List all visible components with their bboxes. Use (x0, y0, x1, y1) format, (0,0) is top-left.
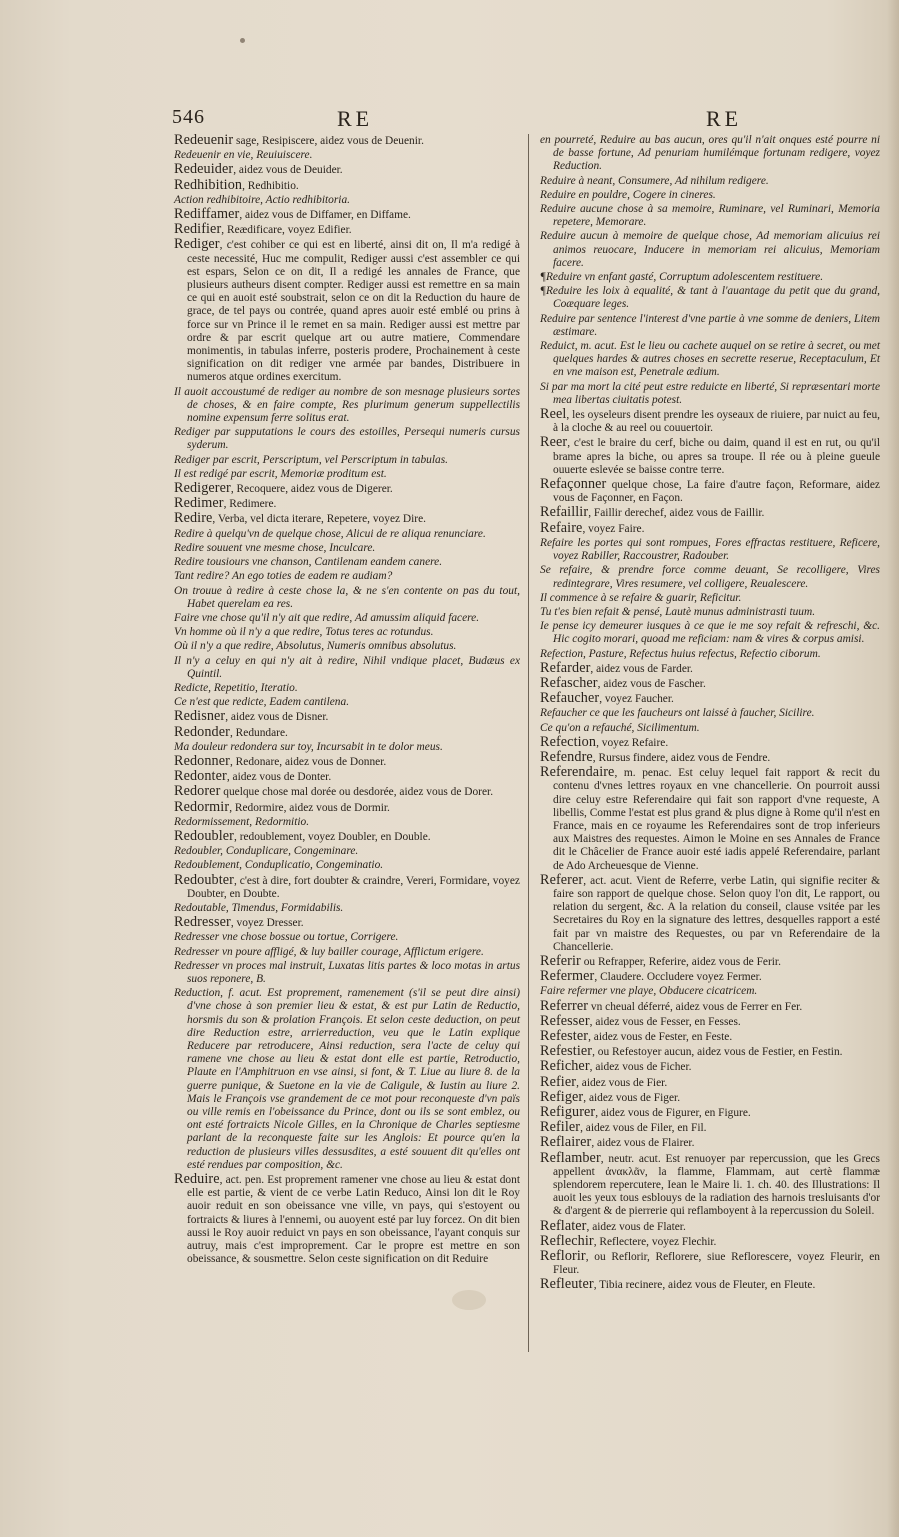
entry-text: , Redimere. (223, 498, 277, 511)
entry-text: , voyez Dresser. (230, 917, 304, 930)
dictionary-entry (174, 238, 520, 384)
entry-text: Redeuenir en vie, Reuiuiscere. (174, 149, 313, 162)
entry-text: , Redonare, aidez vous de Donner. (229, 755, 387, 768)
entry-text: , Rursus findere, aidez vous de Fendre. (592, 751, 771, 764)
dictionary-entry (174, 710, 520, 724)
entry-text: Redresser vne chose bossue ou tortue, Corrigere. (174, 931, 399, 944)
dictionary-entry (174, 454, 520, 467)
entry-text: Reduire aucun à memoire de quelque chose, Ad memoriam alicuius rei animos reuocare, Inducere in memoriam rei alicuius, Memoriam facere. (540, 230, 880, 269)
entry-text: Rediger par supputations le cours des estoilles, Persequi numeris cursus syderum. (174, 426, 520, 452)
entry-headword: Referrer (540, 997, 589, 1014)
dictionary-entry (540, 1217, 880, 1234)
dictionary-entry (540, 271, 880, 284)
entry-text: , voyez Refaire. (596, 736, 669, 749)
entry-text: Redoutable, Timendus, Formidabilis. (174, 901, 344, 914)
entry-headword: Refiler (540, 1119, 581, 1136)
dictionary-entry (174, 770, 520, 784)
dictionary-entry (174, 556, 520, 569)
entry-text: en pourreté, Reduire au bas aucun, ores qu'il n'ait onques esté pourre ni de basse fortune, Ad penuriam humilémque fortunam redigere, voyez Reduction. (540, 134, 880, 173)
entry-text: Reduire en pouldre, Cogere in cineres. (540, 188, 716, 201)
dictionary-entry (540, 997, 880, 1014)
entry-text: Si par ma mort la cité peut estre reduicte en liberté, Si repræsentari morte mea libertas ciuitatis potest. (540, 380, 880, 406)
dictionary-entry (540, 1136, 880, 1150)
entry-text: Faire refermer vne playe, Obducere cicatricem. (540, 985, 758, 998)
entry-headword: Refleuter (540, 1276, 594, 1293)
entry-headword: Refier (540, 1073, 577, 1090)
left-column (174, 134, 520, 1267)
dictionary-entry (540, 707, 880, 720)
entry-text: , aidez vous de Diffamer, en Diffame. (239, 209, 411, 222)
dictionary-entry (540, 985, 880, 998)
entry-headword: Rediffamer (174, 206, 240, 223)
dictionary-entry (174, 845, 520, 858)
dictionary-entry (174, 785, 520, 799)
entry-text: On trouue à redire à ceste chose la, & ne s'en contente on pas du tout, Habet querelam ea res. (174, 584, 520, 610)
entry-text: , aidez vous de Flairer. (591, 1137, 695, 1150)
entry-text: ¶Reduire les loix à equalité, & tant à l'auantage du petit que du grand, Coæquare leges. (540, 285, 880, 311)
entry-headword: Rediger (174, 236, 220, 253)
dictionary-entry (174, 752, 520, 769)
entry-headword: Redeuider (174, 161, 234, 178)
dictionary-entry (540, 648, 880, 661)
entry-text: Redire tousiours vne chanson, Cantilenam eandem canere. (174, 556, 443, 569)
entry-headword: Redonder (174, 723, 230, 740)
dictionary-entry (540, 766, 880, 873)
entry-headword: Redimer (174, 495, 224, 512)
entry-headword: Reficher (540, 1058, 590, 1075)
entry-text: , aidez vous de Ficher. (589, 1061, 692, 1074)
entry-headword: Redresser (174, 914, 231, 931)
entry-headword: Reflairer (540, 1134, 592, 1151)
entry-headword: Redigerer (174, 480, 231, 497)
entry-text: Redormissement, Redormitio. (174, 815, 310, 828)
entry-text: , c'est le braire du cerf, biche ou daim, quand il est en rut, ou qu'il brame apres la biche, ou apres sa troupe. Il rée ou à pleine gueule ouuerte eslevée se baisse contre terre. (553, 437, 880, 476)
entry-headword: Reflechir (540, 1232, 594, 1249)
entry-text: , Redormire, aidez vous de Dormir. (229, 801, 390, 814)
dictionary-entry (174, 497, 520, 511)
dictionary-entry (174, 208, 520, 222)
dictionary-entry (540, 381, 880, 407)
entry-text: Il est redigé par escrit, Memoriæ proditum est. (174, 467, 387, 480)
dictionary-entry (540, 1060, 880, 1074)
dictionary-entry (540, 1232, 880, 1249)
entry-text: , Redhibitio. (242, 179, 299, 192)
dictionary-entry (174, 682, 520, 695)
paper-stain (452, 1290, 486, 1310)
entry-headword: Refection (540, 733, 597, 750)
entry-headword: Refiger (540, 1088, 584, 1105)
entry-text: , voyez Faire. (582, 522, 645, 535)
page-edge-shadow (887, 0, 899, 1537)
entry-headword: Refester (540, 1028, 589, 1044)
entry-text: Rediger par escrit, Perscriptum, vel Perscriptum in tabulas. (174, 453, 448, 466)
dictionary-entry (540, 1121, 880, 1135)
dictionary-entry (540, 606, 880, 619)
entry-text: vn cheual déferré, aidez vous de Ferrer en Fer. (588, 1000, 803, 1013)
entry-headword: Refaçonner (540, 476, 607, 493)
entry-text: , ou Refestoyer aucun, aidez vous de Festier, en Festin. (592, 1046, 843, 1059)
entry-text: , aidez vous de Figurer, en Figure. (595, 1107, 751, 1120)
dictionary-entry (174, 987, 520, 1172)
dictionary-entry (540, 952, 880, 969)
dictionary-entry (174, 931, 520, 944)
entry-text: Ie pense icy demeurer iusques à ce que ie me soy refait & refreschi, &c. Hic cogito morari, quoad me reficiam: nam & vires & corpus amisi. (540, 620, 880, 646)
entry-text: , Faillir derechef, aidez vous de Faillir. (588, 507, 765, 520)
entry-headword: Reduire (174, 1171, 220, 1188)
dictionary-entry (540, 1012, 880, 1029)
entry-headword: Refaire (540, 519, 583, 536)
dictionary-entry (174, 723, 520, 740)
entry-text: quelque chose, La faire d'autre façon, Reformare, aidez vous de Façonner, en Façon. (553, 479, 880, 505)
dictionary-entry (540, 1088, 880, 1105)
dictionary-entry (174, 946, 520, 959)
dictionary-entry (540, 203, 880, 229)
entry-text: , Recoquere, aidez vous de Digerer. (230, 483, 393, 496)
entry-headword: Refaucher (540, 690, 600, 707)
entry-headword: Redoubler (174, 827, 234, 844)
entry-headword: Referer (540, 871, 584, 888)
dictionary-entry (540, 1250, 880, 1277)
entry-headword: Refascher (540, 674, 598, 691)
running-head-right: RE (706, 106, 743, 131)
dictionary-entry (174, 1173, 520, 1266)
entry-text: Ma douleur redondera sur toy, Incursabit in te dolor meus. (174, 740, 443, 753)
dictionary-entry (174, 640, 520, 653)
entry-text: Reduire par sentence l'interest d'vne partie à vne somme de deniers, Litem æstimare. (540, 312, 880, 338)
entry-text: Redoubler, Conduplicare, Congeminare. (174, 845, 359, 858)
entry-text: , aidez vous de Flater. (586, 1220, 686, 1233)
entry-text: Reduction, f. acut. Est proprement, ramenement (s'il se peut dire ainsi) d'vne chose à son premier lieu & estat, & est pur Latin de Reductio, horsmis du son & prolation François. Et selon ceste deduction, on peut dire Reduction estre, arrierreduction, veu que le Latin explique Reducere par retroducere, Ainsi reduction, sera l'acte de celuy qui ramene vne chose au lieu & estat dont elle est partie, Retroductio, Plaute en l'Amphitruon en vse ainsi, si font, & T. Liue au liure 8. de la guerre punique, & Suetone en la vie de Caligule, & Iustin au liure 2. Mais le François vse grandement de ce mot pour reconqueste d'vn païs ou ville remis en l'obeissance du Prince, dont ou ils se sont emblez, ou ont esté fortraicts Nicole Gilles, en la Chronique de Charles septiesme parlant de la reconqueste faite sur les Anglois: Et pource qu'en la reduction de plusieurs villes dessusdites, a esté souuent dit qu'elles ont esté rendues par composition, &c. (174, 987, 520, 1171)
entry-text: Faire vne chose qu'il n'y ait que redire, Ad amussim aliquid facere. (174, 611, 480, 624)
entry-text: Redicte, Repetitio, Iteratio. (174, 681, 298, 694)
entry-text: ou Refrapper, Referire, aidez vous de Ferir. (580, 955, 781, 968)
dictionary-entry (540, 478, 880, 505)
entry-text: Refaucher ce que les faucheurs ont laissé à faucher, Sicilire. (540, 707, 815, 720)
entry-text: Il commence à se refaire & guarir, Reficitur. (540, 591, 742, 604)
entry-text: , Redundare. (229, 726, 288, 739)
dictionary-entry (174, 612, 520, 625)
entry-text: Il auoit accoustumé de rediger au nombre de son mesnage plusieurs sortes de choses, & en faire compte, Res plurimum generum suppellectilis nomine expensum ferre solitus erat. (174, 385, 520, 425)
dictionary-entry (540, 970, 880, 984)
dictionary-entry (540, 564, 880, 590)
entry-text: , aidez vous de Disner. (225, 711, 329, 724)
entry-text: Ce n'est que redicte, Eadem cantilena. (174, 696, 350, 709)
dictionary-entry (540, 674, 880, 691)
entry-text: , aidez vous de Donter. (226, 771, 332, 784)
entry-text: , aidez vous de Deuider. (233, 164, 343, 177)
dictionary-entry (540, 313, 880, 339)
dictionary-entry (174, 655, 520, 681)
right-column (540, 134, 880, 1294)
entry-text: Reduict, m. acut. Est le lieu ou cachete auquel on se retire à secret, ou met quelques hardes & autres choses en secrette reserue, Receptaculum, Et en vne maison est, Penetrale ædium. (540, 340, 880, 379)
dictionary-entry (540, 733, 880, 750)
dictionary-entry (540, 1149, 880, 1219)
entry-text: Reduire à neant, Consumere, Ad nihilum redigere. (540, 174, 769, 187)
entry-text: Redresser vn poure affligé, & luy bailler courage, Afflictum erigere. (174, 945, 484, 958)
entry-headword: Redifier (174, 221, 222, 238)
entry-headword: Refesser (540, 1012, 590, 1029)
entry-text: , redoublement, voyez Doubler, en Double. (234, 830, 431, 843)
entry-text: , aidez vous de Filer, en Fil. (580, 1122, 707, 1135)
entry-headword: Redhibition (174, 176, 243, 193)
dictionary-entry (540, 340, 880, 380)
dictionary-entry (540, 1278, 880, 1292)
column-divider (528, 134, 529, 1352)
dictionary-entry (174, 512, 520, 526)
dictionary-entry (540, 748, 880, 765)
entry-text: , Claudere. Occludere voyez Fermer. (594, 971, 762, 984)
entry-text: , aidez vous de Fester, en Feste. (588, 1031, 733, 1043)
entry-text: Redire souuent vne mesme chose, Inculcare. (174, 541, 376, 554)
entry-text: , Tibia recinere, aidez vous de Fleuter, en Fleute. (593, 1279, 816, 1292)
entry-text: Il n'y a celuy en qui n'y ait à redire, Nihil vndique placet, Budæus ex Quintil. (174, 654, 520, 680)
entry-headword: Reflamber (540, 1149, 601, 1166)
entry-headword: Redeuenir (174, 132, 234, 148)
entry-headword: Referir (540, 952, 581, 969)
dictionary-entry (540, 1073, 880, 1090)
dictionary-entry (540, 189, 880, 202)
dictionary-entry (174, 696, 520, 709)
entry-headword: Redire (174, 510, 213, 527)
entry-text: , c'est cohiber ce qui est en liberté, ainsi dit on, Il m'a redigé à ceste necessité, Huc me compulit, Rediger aussi c'est assembler ce qui est espars, Selon ce on dit, Il a redigé les annales de France, que plusieurs autheurs disent compter. Rediger aussi est remettre en sa main ce qui en auoit esté soubstrait, selon ce on dit la Reduction du haure de grace, de tel pays ou contrée, quand apres auoir esté emblé ou prins à force sur vn Prince il le remet en sa main. Rediger aussi est mettre par ordre & par escrit quelque art ou autre matiere, Commendare monimentis, in tabulas inferre, posteris prodere, Prochainement à ceste signification on dit rediger vne armée par bandes, Distribuere in numeros atque ordines exercitum. (187, 239, 520, 384)
dictionary-entry (174, 528, 520, 541)
dictionary-entry (174, 916, 520, 930)
entry-headword: Refarder (540, 659, 591, 676)
dictionary-entry (540, 1030, 880, 1044)
dictionary-entry (540, 537, 880, 563)
dictionary-entry (540, 692, 880, 706)
entry-text: ¶Reduire vn enfant gasté, Corruptum adolescentem restituere. (540, 271, 824, 284)
dictionary-entry (540, 134, 880, 174)
entry-text: Redresser vn proces mal instruit, Luxatas litis partes & loco motas in artus suos reponere, B. (174, 959, 520, 985)
entry-text: Tant redire? An ego toties de eadem re audiam? (174, 570, 393, 583)
dictionary-entry (174, 223, 520, 237)
entry-text: quelque chose mal dorée ou desdorée, aidez vous de Dorer. (220, 786, 494, 799)
entry-text: , aidez vous de Fier. (576, 1076, 668, 1089)
dictionary-entry (540, 871, 880, 954)
entry-text: Redoublement, Conduplicatio, Congeminatio. (174, 859, 384, 872)
page-number: 546 (172, 106, 205, 128)
dictionary-entry (174, 386, 520, 426)
dictionary-entry (174, 960, 520, 986)
dictionary-entry (174, 426, 520, 452)
entry-text: Se refaire, & prendre force comme deuant, Se recolligere, Vires redintegrare, Vires resumere, vel colligere, Reualescere. (540, 564, 880, 590)
entry-headword: Redonter (174, 768, 227, 785)
entry-headword: Reflater (540, 1217, 587, 1234)
entry-headword: Redisner (174, 708, 226, 725)
entry-text: , m. penac. Est celuy lequel fait rapport & recit du contenu d'vnes lettres royaux en vne chancellerie. On pourroit aussi dire celuy estre Referendaire qui fait son rapport d'vne requeste, A libellis, Comme l'estat est plus grand & plus digne à Rome qu'il n'est en France, mais en ce royaume les Referendaires sont de trop inferieurs aux Maistres des requestes. Aimon le Moine en ses Annales de France dit le Châcelier de France auoir esté iadis appelé Referendaire, parlant de Ado Archeuesque de Vienne. (553, 767, 880, 872)
dictionary-entry (174, 798, 520, 815)
dictionary-entry (540, 230, 880, 270)
running-head-left: RE (337, 106, 374, 131)
dictionary-entry (174, 827, 520, 844)
dictionary-entry (174, 176, 520, 193)
entry-headword: Redoubter (174, 871, 234, 888)
entry-headword: Reflorir (540, 1248, 586, 1265)
entry-headword: Refigurer (540, 1104, 596, 1121)
entry-text: , aidez vous de Fascher. (597, 677, 706, 690)
entry-text: Tu t'es bien refait & pensé, Lautè munus administrasti tuum. (540, 605, 816, 618)
entry-text: , act. pen. Est proprement ramener vne chose au lieu & estat dont elle est partie, & vient de ce verbe Latin Reduco, Ainsi lon dit le Roy auoir reduit en son obeissance vne ville, vn pays, qui s'estoyent ou fortraicts & liures à l'ennemi, ou auoyent esté par luy forcez. On dit bien aussi le Roy auoir reduict vn pays en son obeissance, l'ayant conquis sur autruy, mais c'est improprement. Car le propre est mettre en son obeissance, & sousmettre. Selon ceste signification on dit Reduire (187, 1174, 520, 1266)
entry-headword: Reer (540, 434, 568, 451)
entry-text: Refaire les portes qui sont rompues, Fores effractas restituere, Reficere, voyez Rabiller, Raccoustrer, Radouber. (540, 536, 880, 563)
entry-text: Refection, Pasture, Refectus huius refectus, Refectio ciborum. (540, 647, 821, 660)
dictionary-entry (174, 585, 520, 611)
dictionary-entry (540, 436, 880, 477)
entry-text: , aidez vous de Fesser, en Fesses. (589, 1015, 741, 1028)
dictionary-entry (540, 620, 880, 646)
entry-text: , Reflectere, voyez Flechir. (593, 1235, 717, 1248)
dictionary-entry (174, 482, 520, 496)
entry-headword: Referendaire (540, 764, 615, 781)
paper-stain (240, 38, 245, 43)
dictionary-entry (540, 659, 880, 676)
entry-headword: Refermer (540, 968, 595, 985)
entry-text: Ce qu'on a refauché, Sicilimentum. (540, 721, 700, 734)
entry-text: , c'est à dire, fort doubter & craindre, Vereri, Formidare, voyez Doubter, en Doubte. (187, 874, 520, 900)
entry-text: , ou Reflorir, Reflorere, siue Reflorescere, voyez Fleurir, en Fleur. (553, 1251, 880, 1277)
dictionary-entry (540, 519, 880, 536)
dictionary-entry (540, 506, 880, 520)
dictionary-entry (540, 175, 880, 188)
entry-text: , aidez vous de Figer. (583, 1091, 681, 1104)
entry-text: , Reædificare, voyez Edifier. (221, 224, 352, 237)
dictionary-entry (174, 871, 520, 901)
entry-headword: Refestier (540, 1043, 593, 1060)
entry-text: Reduire aucune chose à sa memoire, Ruminare, vel Ruminari, Memoria repetere, Memorare. (540, 203, 880, 229)
entry-text: Redire à quelqu'vn de quelque chose, Alicui de re aliqua renunciare. (174, 527, 486, 540)
entry-headword: Redorer (174, 783, 221, 800)
entry-text: , Verba, vel dicta iterare, Repetere, voyez Dire. (212, 513, 426, 526)
dictionary-entry (540, 285, 880, 311)
entry-text: Où il n'y a que redire, Absolutus, Numeris omnibus absolutus. (174, 640, 457, 653)
entry-text: Vn homme où il n'y a que redire, Totus teres ac rotundus. (174, 626, 434, 639)
entry-text: , aidez vous de Farder. (590, 662, 693, 675)
entry-text: , act. acut. Vient de Referre, verbe Latin, qui signifie reciter & faire son rapport de quelque chose. Selon quoy l'on dit, Le rapport, ou relation du sergent, &c. A la relation du conseil, clause vsitée par les Secretaires du Roy en la signature des lettres, desquelles rapport a esté fait par vn maistre des Requestes, ou par vn Referendaire de la Chancellerie. (553, 874, 880, 953)
entry-text: , voyez Faucher. (599, 693, 674, 706)
dictionary-entry (540, 408, 880, 435)
dictionary-entry (540, 1106, 880, 1120)
entry-text: , neutr. acut. Est renuoyer par repercussion, que les Grecs appellent ἀνακλᾶν, la flamme, Flammam, aut certè flammæ splendorem repercutere, Iean le Maire li. 1. ch. 40. des Illustrations: Il auoit les yeux tous esblouys de la radiation des harnois tresluisants d'or & d'argent & de pierrerie qui reflamboyent à la repercussion du Soleil. (553, 1152, 880, 1218)
entry-headword: Redormir (174, 798, 230, 815)
entry-text: Action redhibitoire, Actio redhibitoria. (174, 193, 351, 206)
dictionary-entry (174, 626, 520, 639)
entry-text: , les oyseleurs disent prendre les oyseaux de riuiere, par nuict au feu, à la cloche & au reel ou couuertoir. (553, 409, 880, 435)
entry-headword: Reel (540, 406, 567, 423)
entry-headword: Refaillir (540, 504, 589, 521)
entry-headword: Redonner (174, 752, 230, 769)
dictionary-entry (174, 163, 520, 177)
entry-text: sage, Resipiscere, aidez vous de Deuenir. (233, 135, 424, 147)
dictionary-entry (174, 134, 520, 148)
dictionary-entry (174, 542, 520, 555)
dictionary-entry (540, 592, 880, 605)
entry-headword: Refendre (540, 748, 593, 765)
dictionary-entry (174, 570, 520, 583)
dictionary-entry (540, 1045, 880, 1059)
